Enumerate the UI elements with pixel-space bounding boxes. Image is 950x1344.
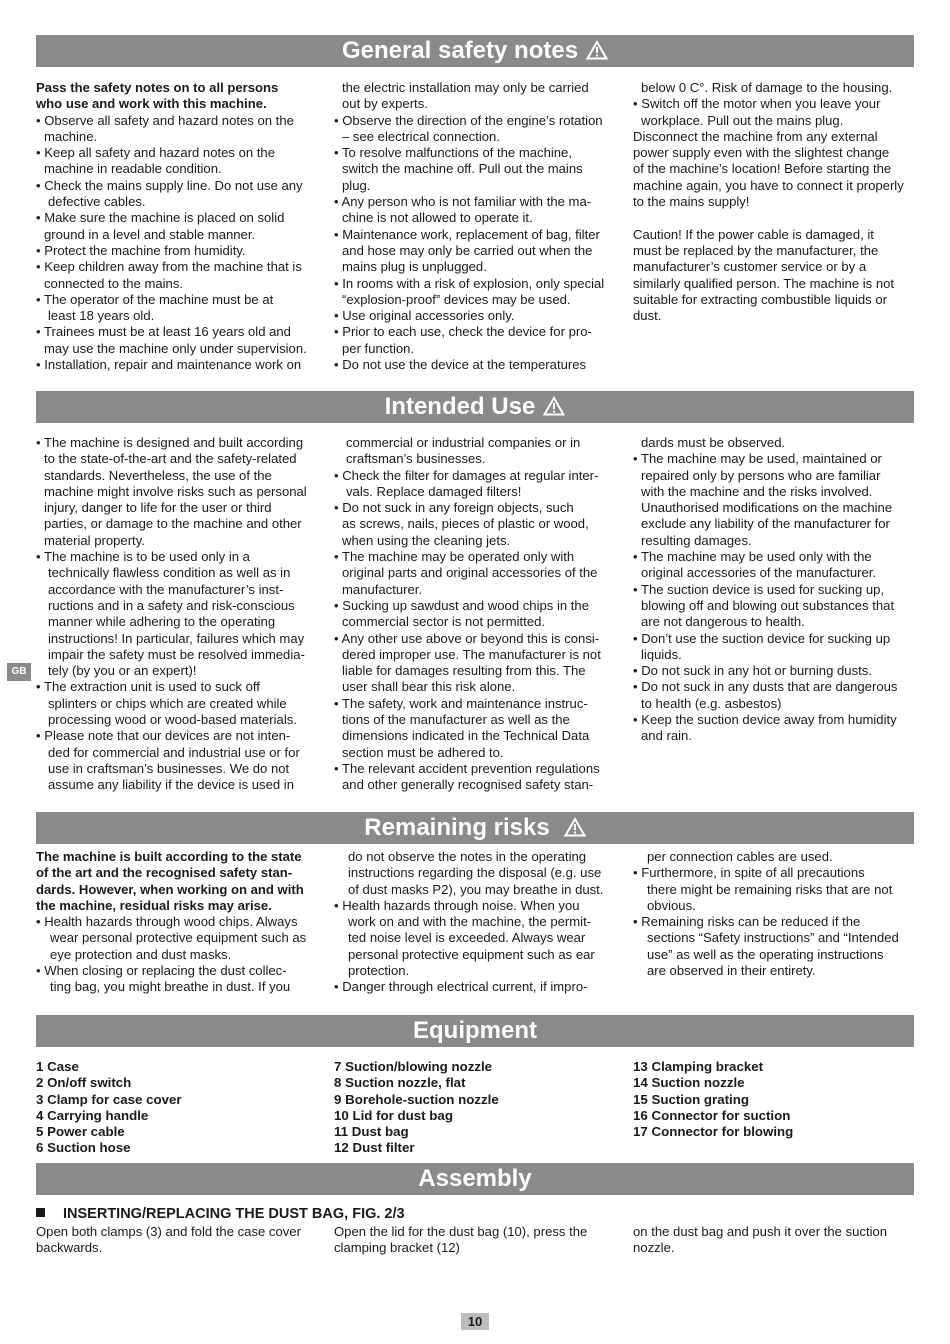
text-line: as screws, nails, pieces of plastic or wood,: [342, 516, 589, 532]
text-line: dards must be observed.: [641, 435, 786, 450]
text-line: • The machine is designed and built according: [36, 435, 304, 450]
text-line: the electric installation may only be carried: [342, 80, 589, 95]
warning-triangle-icon: [564, 814, 586, 846]
text-line: Open both clamps (3) and fold the case cover: [36, 1224, 301, 1239]
assembly-subheading: [36, 1206, 405, 1222]
text-line: • Make sure the machine is placed on solid: [36, 210, 285, 226]
text-line: wear personal protective equipment such as: [50, 930, 307, 946]
text-line: technically flawless condition as well as in: [48, 565, 291, 581]
text-line: least 18 years old.: [48, 308, 155, 324]
text-line: there might be remaining risks that are not: [647, 881, 893, 897]
section-title: Equipment: [413, 1017, 537, 1044]
text-line: • Do not suck in any hot or burning dusts.: [633, 663, 872, 679]
text-line: Pass the safety notes on to all persons: [36, 80, 279, 95]
equipment-list-1: [36, 1059, 182, 1157]
text-line: • The safety, work and maintenance instruc-: [334, 695, 588, 711]
text-line: original accessories of the manufacturer.: [641, 565, 877, 581]
warning-triangle-icon: [543, 393, 565, 425]
general-column-1: [36, 80, 328, 373]
text-line: mains plug is unplugged.: [342, 259, 487, 275]
text-line: • Danger through electrical current, if impro-: [334, 979, 588, 995]
text-line: manufacturer.: [342, 581, 423, 597]
text-line: • In rooms with a risk of explosion, only special: [334, 275, 605, 291]
intended-column-2: [334, 435, 626, 794]
text-line: • Health hazards through wood chips. Always: [36, 914, 298, 930]
text-line: Unauthorised modifications on the machine: [641, 500, 893, 516]
text-line: switch the machine off. Pull out the mains: [342, 161, 583, 177]
text-line: machine might involve risks such as personal: [44, 483, 307, 499]
equipment-item: 5 Power cable: [36, 1124, 125, 1140]
text-line: similarly qualified person. The machine is not: [633, 275, 895, 291]
text-line: out by experts.: [342, 96, 428, 112]
general-column-3: [633, 80, 918, 324]
warning-triangle-icon: [586, 37, 608, 69]
language-tab-gb: GB: [7, 663, 31, 681]
remaining-column-3: [633, 849, 918, 979]
text-line: • Don’t use the suction device for sucking up: [633, 630, 891, 646]
text-line: Caution! If the power cable is damaged, it: [633, 226, 874, 242]
text-line: nozzle.: [633, 1240, 675, 1256]
text-line: dards. However, when working on and with: [36, 881, 304, 897]
text-line: craftsman’s businesses.: [346, 451, 486, 467]
text-line: • Switch off the motor when you leave your: [633, 96, 881, 112]
text-line: vals. Replace damaged filters!: [346, 483, 522, 499]
equipment-item: 16 Connector for suction: [633, 1107, 791, 1123]
assembly-column-2: [334, 1224, 626, 1257]
text-line: use” as well as the operating instructions: [647, 946, 884, 962]
text-line: material property.: [44, 532, 145, 548]
text-line: • Do not use the device at the temperatures: [334, 357, 587, 373]
intended-column-1: [36, 435, 328, 794]
text-line: blowing off and blowing out substances that: [641, 597, 895, 613]
equipment-item: 12 Dust filter: [334, 1140, 415, 1156]
section-title: Intended Use: [384, 393, 536, 420]
text-line: instructions regarding the disposal (e.g. use: [348, 865, 602, 881]
text-line: instructions! In particular, failures which may: [48, 630, 305, 646]
text-line: machine in readable condition.: [44, 161, 222, 177]
text-line: standards. Nevertheless, the use of the: [44, 467, 272, 483]
text-line: with the machine and the risks involved.: [641, 483, 873, 499]
text-line: plug.: [342, 177, 371, 193]
text-line: sections “Safety instructions” and “Intended: [647, 930, 899, 946]
text-line: • Installation, repair and maintenance work on: [36, 357, 302, 373]
text-line: of the machine’s location! Before starting the: [633, 161, 892, 177]
text-line: to the mains supply!: [633, 194, 750, 210]
text-line: and hose may only be carried out when the: [342, 242, 593, 258]
text-line: • Prior to each use, check the device for pro-: [334, 324, 592, 340]
text-line: when using the cleaning jets.: [342, 532, 511, 548]
text-line: • Check the mains supply line. Do not use any: [36, 177, 303, 193]
text-line: who use and work with this machine.: [36, 96, 267, 112]
text-line: ted noise level is exceeded. Always wear: [348, 930, 586, 946]
text-line: suitable for extracting combustible liquids or: [633, 291, 887, 307]
text-line: tely (by you or an expert)!: [48, 663, 197, 679]
text-line: tions of the manufacturer as well as the: [342, 712, 570, 728]
text-line: per connection cables are used.: [647, 849, 833, 864]
text-line: work on and with the machine, the permit-: [348, 914, 592, 930]
text-line: ground in a level and stable manner.: [44, 226, 256, 242]
text-line: clamping bracket (12): [334, 1240, 460, 1256]
remaining-column-1: [36, 849, 328, 996]
text-line: dust.: [633, 308, 662, 324]
text-line: • Any other use above or beyond this is consi-: [334, 630, 600, 646]
section-title: General safety notes: [341, 37, 579, 64]
text-line: • The machine may be used, maintained or: [633, 451, 882, 467]
text-line: dimensions indicated in the Technical Data: [342, 728, 590, 744]
text-line: liable for damages resulting from this. The: [342, 663, 586, 679]
text-line: user shall bear this risk alone.: [342, 679, 516, 695]
text-line: and other generally recognised safety stan-: [342, 777, 594, 793]
text-line: • Maintenance work, replacement of bag, filter: [334, 226, 600, 242]
equipment-item: 7 Suction/blowing nozzle: [334, 1059, 493, 1074]
equipment-item: 1 Case: [36, 1059, 79, 1074]
text-line: the machine, residual risks may arise.: [36, 897, 272, 913]
equipment-item: 2 On/off switch: [36, 1075, 132, 1091]
text-line: of dust masks P2), you may breathe in dust.: [348, 881, 604, 897]
text-line: • Do not suck in any dusts that are dangerous: [633, 679, 898, 695]
text-line: • Do not suck in any foreign objects, such: [334, 500, 574, 516]
text-line: resulting damages.: [641, 532, 752, 548]
text-line: • To resolve malfunctions of the machine,: [334, 145, 572, 161]
section-header-equipment: [36, 1015, 914, 1047]
square-bullet-icon: [36, 1208, 45, 1217]
text-line: are observed in their entirety.: [647, 963, 816, 979]
text-line: • The extraction unit is used to suck off: [36, 679, 260, 695]
equipment-item: 4 Carrying handle: [36, 1107, 149, 1123]
section-title: Assembly: [418, 1165, 532, 1192]
text-line: use in craftsman’s businesses. We do not: [48, 760, 290, 776]
assembly-column-1: [36, 1224, 328, 1257]
equipment-item: 14 Suction nozzle: [633, 1075, 745, 1091]
text-line: Open the lid for the dust bag (10), press the: [334, 1224, 588, 1239]
text-line: • Use original accessories only.: [334, 308, 515, 324]
text-line: • The operator of the machine must be at: [36, 291, 274, 307]
text-line: assume any liability if the device is used in: [48, 777, 294, 793]
text-line: ructions and in a safety and risk-conscious: [48, 597, 295, 613]
text-line: per function.: [342, 340, 415, 356]
text-line: on the dust bag and push it over the suction: [633, 1224, 888, 1239]
section-title: Remaining risks: [364, 814, 550, 841]
text-line: of the art and the recognised safety stan-: [36, 865, 293, 881]
equipment-item: 9 Borehole-suction nozzle: [334, 1091, 499, 1107]
text-line: to the state-of-the-art and the safety-related: [44, 451, 297, 467]
text-line: • Trainees must be at least 16 years old and: [36, 324, 291, 340]
text-line: do not observe the notes in the operating: [348, 849, 587, 864]
text-line: • The machine may be used only with the: [633, 549, 872, 565]
text-line: The machine is built according to the state: [36, 849, 302, 864]
text-line: workplace. Pull out the mains plug.: [641, 112, 844, 128]
text-line: • The machine may be operated only with: [334, 549, 575, 565]
text-line: “explosion-proof” devices may be used.: [342, 291, 571, 307]
section-header-assembly: [36, 1163, 914, 1195]
general-column-2: [334, 80, 626, 373]
remaining-column-2: [334, 849, 626, 996]
equipment-item: 6 Suction hose: [36, 1140, 131, 1156]
text-line: • The machine is to be used only in a: [36, 549, 250, 565]
text-line: eye protection and dust masks.: [50, 946, 232, 962]
text-line: must be replaced by the manufacturer, the: [633, 242, 879, 258]
text-line: splinters or chips which are created while: [48, 695, 287, 711]
text-line: machine again, you have to connect it properly: [633, 177, 904, 193]
text-line: • Observe the direction of the engine’s rotation: [334, 112, 603, 128]
text-line: • Protect the machine from humidity.: [36, 242, 246, 258]
text-line: impair the safety must be resolved immedia-: [48, 646, 305, 662]
intended-column-3: [633, 435, 918, 745]
section-header-intended-use: [36, 391, 914, 423]
text-line: liquids.: [641, 646, 682, 662]
equipment-list-2: [334, 1059, 499, 1157]
text-line: personal protective equipment such as ear: [348, 946, 595, 962]
text-line: below 0 C°. Risk of damage to the housing.: [641, 80, 893, 95]
text-line: chine is not allowed to operate it.: [342, 210, 533, 226]
subheading-text: INSERTING/REPLACING THE DUST BAG, FIG. 2/3: [63, 1206, 405, 1222]
text-line: obvious.: [647, 897, 696, 913]
text-line: repaired only by persons who are familiar: [641, 467, 881, 483]
text-line: dered improper use. The manufacturer is not: [342, 646, 601, 662]
text-line: • Any person who is not familiar with the ma-: [334, 194, 592, 210]
text-line: to health (e.g. asbestos): [641, 695, 782, 711]
text-line: Disconnect the machine from any external: [633, 128, 878, 144]
text-line: exclude any liability of the manufacturer for: [641, 516, 890, 532]
text-line: • Keep all safety and hazard notes on the: [36, 145, 275, 161]
text-line: backwards.: [36, 1240, 103, 1256]
text-line: processing wood or wood-based materials.: [48, 712, 297, 728]
equipment-item: 13 Clamping bracket: [633, 1059, 764, 1074]
text-line: • Health hazards through noise. When you: [334, 897, 580, 913]
text-line: – see electrical connection.: [342, 128, 500, 144]
text-line: and rain.: [641, 728, 692, 744]
text-line: • Furthermore, in spite of all precautions: [633, 865, 865, 881]
text-line: machine.: [44, 128, 98, 144]
text-line: defective cables.: [48, 194, 146, 210]
equipment-item: 3 Clamp for case cover: [36, 1091, 182, 1107]
text-line: power supply even with the slightest change: [633, 145, 890, 161]
text-line: • The relevant accident prevention regulations: [334, 760, 600, 776]
section-header-general-safety: [36, 35, 914, 67]
text-line: ting bag, you might breathe in dust. If you: [50, 979, 291, 995]
text-line: section must be adhered to.: [342, 744, 504, 760]
text-line: are not dangerous to health.: [641, 614, 805, 630]
text-line: accordance with the manufacturer’s inst-: [48, 581, 284, 597]
text-line: • Check the filter for damages at regular inter-: [334, 467, 599, 483]
text-line: ded for commercial and industrial use or for: [48, 744, 300, 760]
text-line: commercial or industrial companies or in: [346, 435, 581, 450]
equipment-item: 8 Suction nozzle, flat: [334, 1075, 466, 1091]
assembly-column-3: [633, 1224, 918, 1257]
text-line: manner while adhering to the operating: [48, 614, 276, 630]
text-line: manufacturer’s customer service or by a: [633, 259, 867, 275]
text-line: • Remaining risks can be reduced if the: [633, 914, 861, 930]
text-line: • Keep children away from the machine that is: [36, 259, 302, 275]
equipment-list-3: [633, 1059, 793, 1140]
text-line: • Sucking up sawdust and wood chips in the: [334, 597, 589, 613]
text-line: original parts and original accessories of the: [342, 565, 598, 581]
equipment-item: 11 Dust bag: [334, 1124, 409, 1140]
text-line: • Observe all safety and hazard notes on the: [36, 112, 294, 128]
text-line: may use the machine only under supervision.: [44, 340, 307, 356]
text-line: protection.: [348, 963, 410, 979]
text-line: • Please note that our devices are not inten-: [36, 728, 291, 744]
text-line: • Keep the suction device away from humidity: [633, 712, 897, 728]
text-line: • When closing or replacing the dust collec-: [36, 963, 287, 979]
section-header-remaining-risks: [36, 812, 914, 844]
text-line: commercial sector is not permitted.: [342, 614, 546, 630]
text-line: connected to the mains.: [44, 275, 184, 291]
page-number: 10: [461, 1313, 489, 1330]
equipment-item: 17 Connector for blowing: [633, 1124, 794, 1140]
text-line: • The suction device is used for sucking up,: [633, 581, 885, 597]
equipment-item: 15 Suction grating: [633, 1091, 749, 1107]
text-line: injury, danger to life for the user or third: [44, 500, 272, 516]
text-line: parties, or damage to the machine and other: [44, 516, 302, 532]
equipment-item: 10 Lid for dust bag: [334, 1107, 453, 1123]
